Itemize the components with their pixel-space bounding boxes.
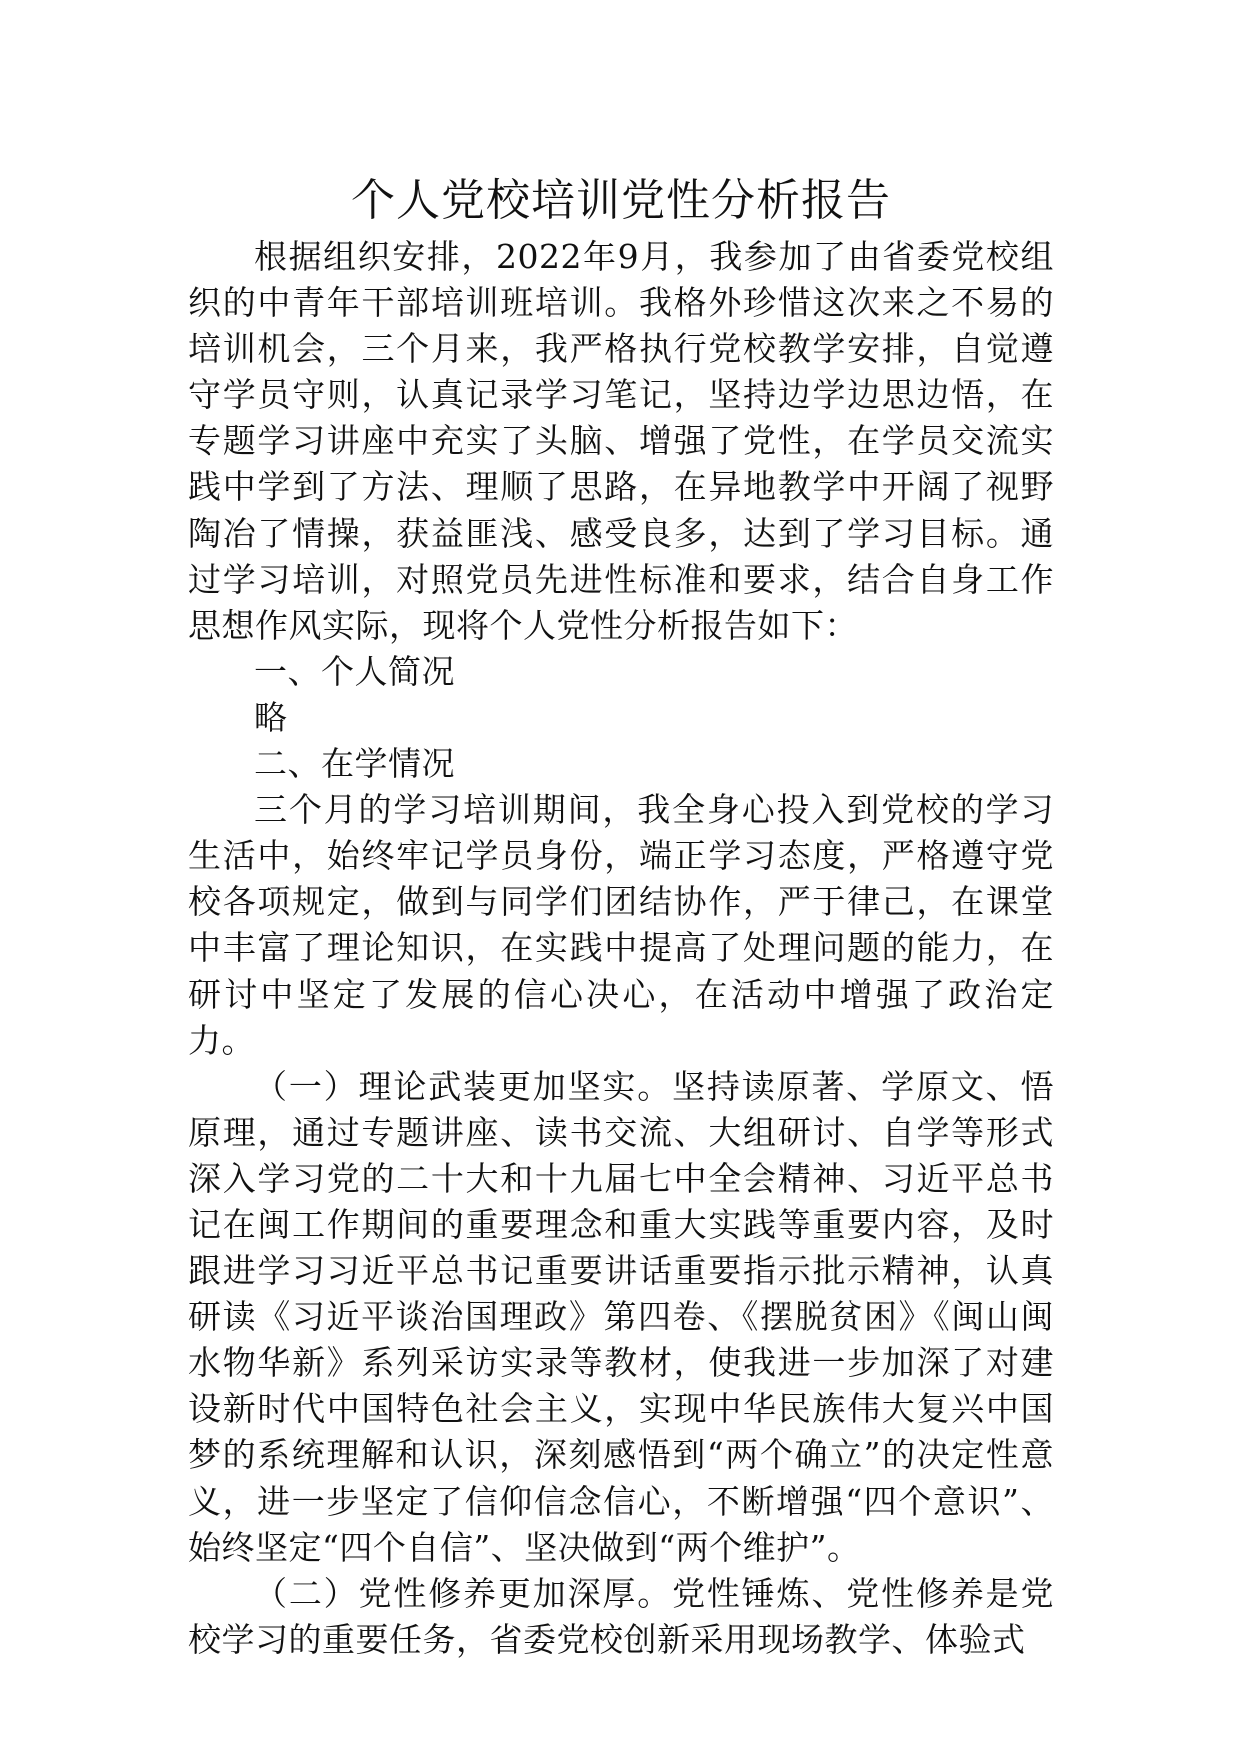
document-title: 个人党校培训党性分析报告 [351,175,891,226]
party-cultivation-paragraph: （二）党性修养更加深厚。党性锤炼、党性修养是党校学习的重要任务，省委党校创新采用现场教学、体验式 [188,1573,1054,1659]
section-body-personal-profile: 略 [254,697,288,737]
section-heading-personal-profile: 一、个人简况 [254,651,455,691]
section-heading-study-status: 二、在学情况 [254,744,455,784]
theory-paragraph: （一）理论武装更加坚实。坚持读原著、学原文、悟原理，通过专题讲座、读书交流、大组研讨、自学等形式深入学习党的二十大和十九届七中全会精神、习近平总书记在闽工作期间的重要理念和重大实践等重要内容，及时跟进学习习近平总书记重要讲话重要指示批示精神，认真研读《习近平谈治国理政》第四卷、《摆脱贫困》《闽山闽水物华新》系列采访实录等教材，使我进一步加深了对建设新时代中国特色社会主义，实现中华民族伟大复兴中国梦的系统理解和认识，深刻感悟到“两个确立”的决定性意义，进一步坚定了信仰信念信心，不断增强“四个意识”、始终坚定“四个自信”、坚决做到“两个维护”。 [188,1066,1054,1567]
study-status-paragraph: 三个月的学习培训期间，我全身心投入到党校的学习生活中，始终牢记学员身份，端正学习态度，严格遵守党校各项规定，做到与同学们团结协作，严于律己，在课堂中丰富了理论知识，在实践中提高了处理问题的能力，在研讨中坚定了发展的信心决心，在活动中增强了政治定力。 [188,790,1054,1060]
intro-paragraph: 根据组织安排，2022年9月，我参加了由省委党校组织的中青年干部培训班培训。我格外珍惜这次来之不易的培训机会，三个月来，我严格执行党校教学安排，自觉遵守学员守则，认真记录学习笔记，坚持边学边思边悟，在专题学习讲座中充实了头脑、增强了党性，在学员交流实践中学到了方法、理顺了思路，在异地教学中开阔了视野陶冶了情操，获益匪浅、感受良多，达到了学习目标。通过学习培训，对照党员先进性标准和要求，结合自身工作思想作风实际，现将个人党性分析报告如下： [188,237,1054,645]
document-body [188,168,1054,1663]
